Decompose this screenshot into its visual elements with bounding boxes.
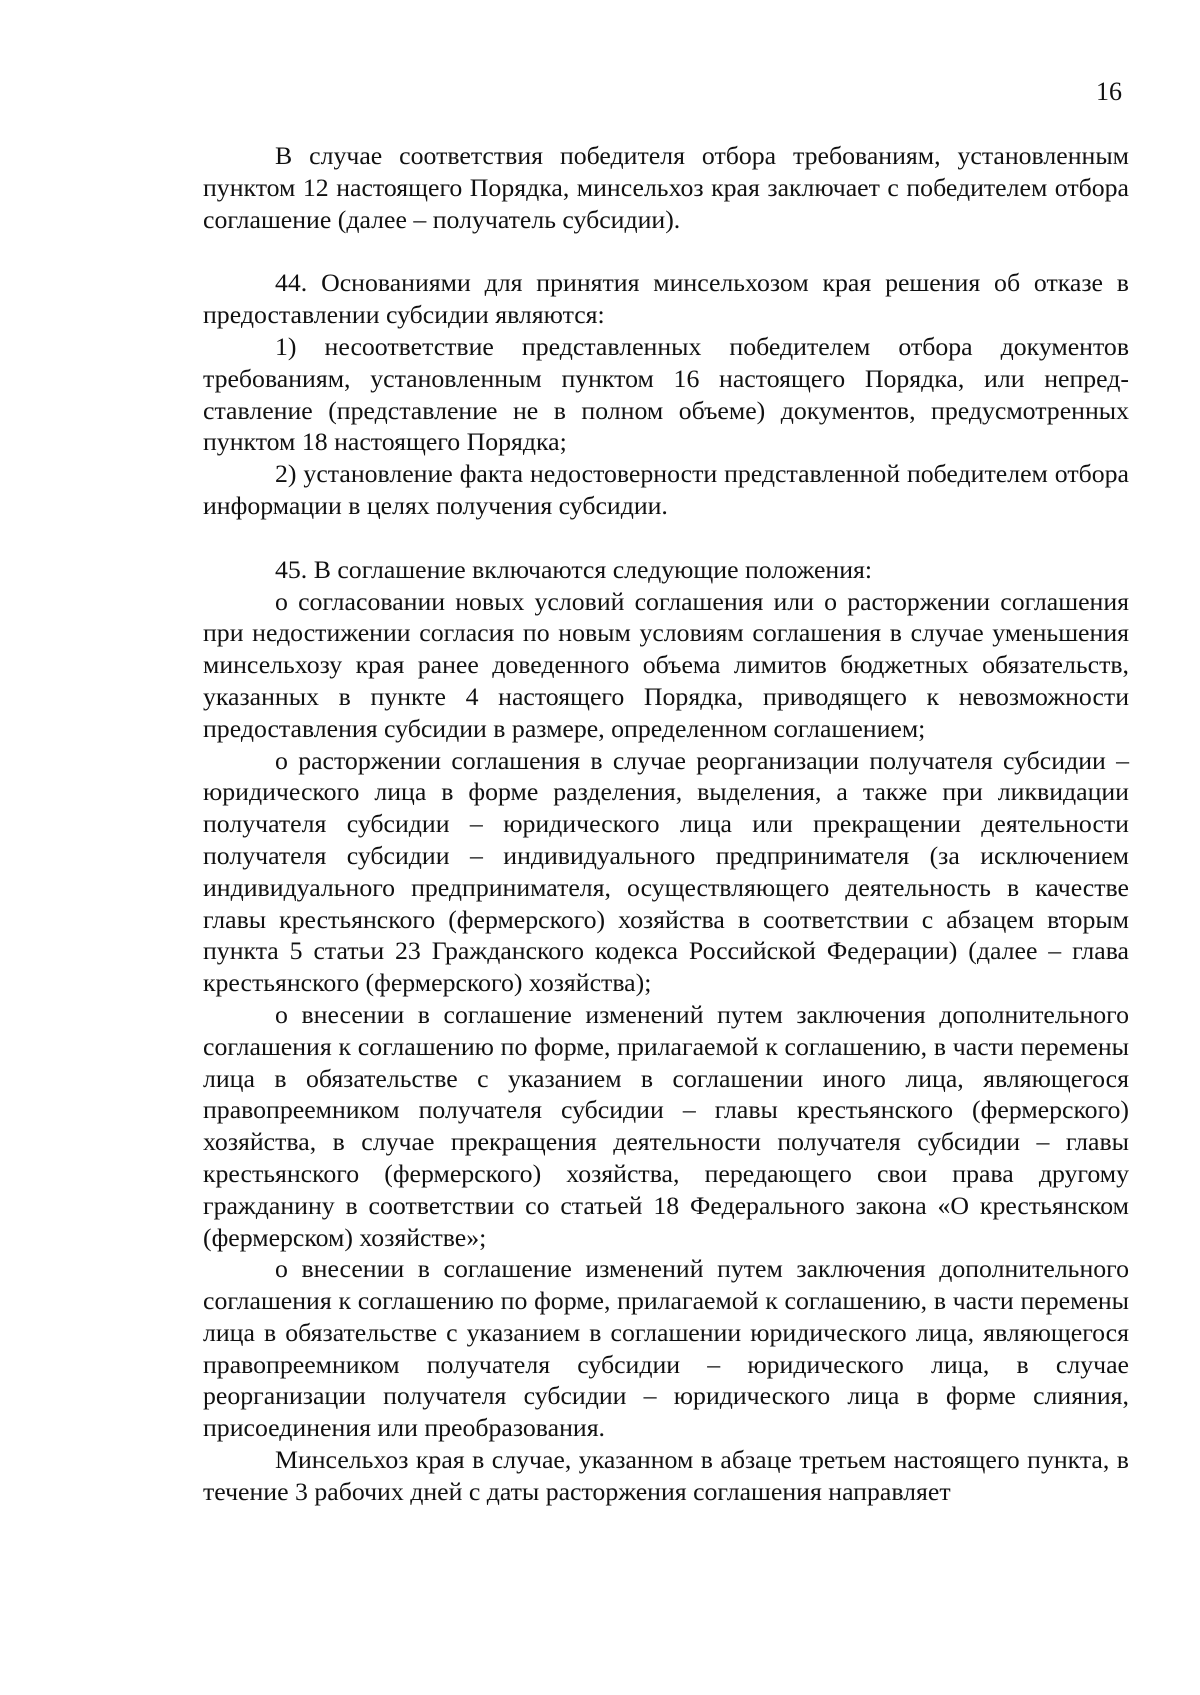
paragraph-45-farm-successor: о внесении в соглашение изменений путем заключения дополнительного соглашения к соглашению по форме, прилагаемой к соглашению, в части перемены лица в обязательстве с указанием в соглашении иного лица, являющегося правопреемником получателя субсидии – главы крестьянского (фермерского) хозяйства, в случае прекращения деятельности получателя субсидии – главы крестьянского (фермерского) хозяйства, передающего свои права другому гражданину в соответствии со статьей 18 Федерального закона «О крестьянском (фермерском) хозяйстве»; [203, 999, 1129, 1252]
paragraph-45-termination: о расторжении соглашения в случае реорганизации получателя субсидии – юридического лица в форме разделения, выделения, а также при ликвидации получателя субсидии – юридического лица или прекращении деятельности получателя субсидии – индивидуального предпринимателя (за исключением индивидуального предпринимателя, осуществляющего деятельность в качестве главы крестьянского (фермерского) хозяйства в соответствии с абзацем вторым пункта 5 статьи 23 Гражданского кодекса Российской Федерации) (далее – глава крестьянского (фермерского) хозяйства); [203, 745, 1129, 998]
paragraph-45-legal-entity-successor: о внесении в соглашение изменений путем заключения дополнительного соглашения к соглашению по форме, прилагаемой к соглашению, в части перемены лица в обязательстве с указанием в соглашении юридического лица, являющегося правопреемником получателя субсидии – юридического лица, в случае реорганизации получателя субсидии – юридического лица в форме слияния, присоединения или преобразования. [203, 1254, 1129, 1443]
paragraph-44-item-2: 2) установление факта недостоверности представленной победителем отбора информации в целях получения субсидии. [203, 459, 1129, 520]
paragraph-winner-agreement: В случае соответствия победителя отбора требованиям, установленным пунктом 12 настоящего Порядка, минсельхоз края заключает с победителем отбора соглашение (далее – получатель субсидии). [203, 141, 1129, 234]
paragraph-ministry-notice: Минсельхоз края в случае, указанном в абзаце третьем настоящего пункта, в течение 3 рабочих дней с даты расторжения соглашения направляет [203, 1445, 1129, 1506]
paragraph-44-refusal-grounds: 44. Основаниями для принятия минсельхозом края решения об отказе в предоставлении субсидии являются: [203, 268, 1129, 330]
page-number: 16 [1096, 77, 1122, 106]
document-body [203, 140, 1129, 1508]
paragraph-45-agreement-provisions: 45. В соглашение включаются следующие положения: [275, 554, 873, 584]
paragraph-45-new-conditions: о согласовании новых условий соглашения или о расторжении соглашения при недостижении согласия по новым условиям соглашения в случае уменьшения минсельхозу края ранее доведенного объема лимитов бюджетных обязательств, указанных в пункте 4 настоящего Порядка, приводящего к невозможности предоставления субсидии в размере, определенном соглашением; [203, 586, 1129, 743]
paragraph-44-item-1: 1) несоответствие представленных победителем отбора документов требованиям, установленным пунктом 16 настоящего Порядка, или непредставление (представление не в полном объеме) документов, предусмотренных пунктом 18 настоящего Порядка; [203, 331, 1129, 457]
